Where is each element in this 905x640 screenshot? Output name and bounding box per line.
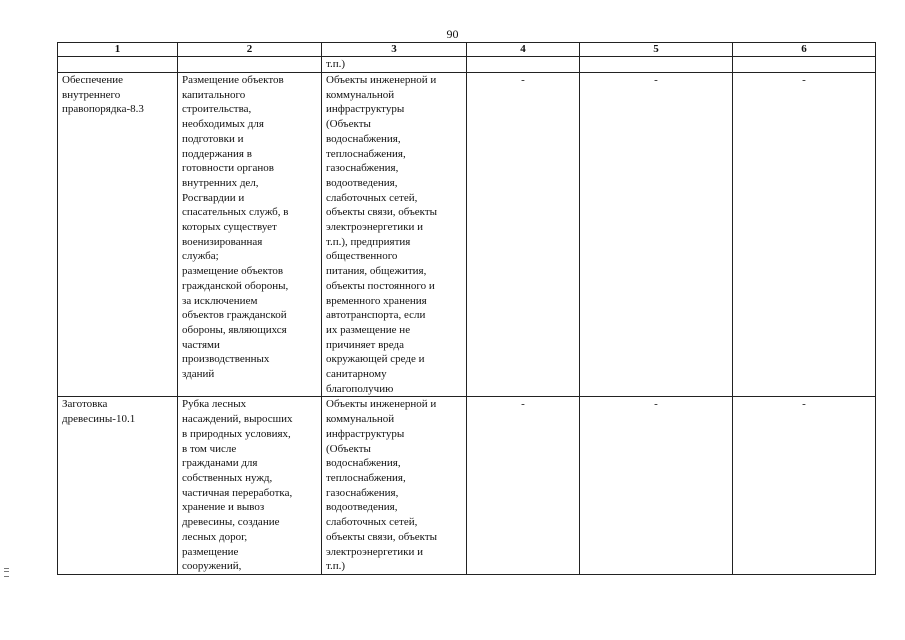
table-cell xyxy=(467,73,580,397)
continuation-row xyxy=(58,57,876,73)
table-cell xyxy=(322,57,467,73)
table-cell xyxy=(58,397,178,574)
table-cell xyxy=(467,57,580,73)
table-row xyxy=(58,397,876,574)
column-header-3: 3 xyxy=(322,43,467,57)
table-cell xyxy=(580,397,733,574)
table-cell xyxy=(733,73,876,397)
land-use-description: Размещение объектов капитального строительства, необходимых для подготовки и поддержания в готовности органов внутренних дел, Росгвардии и спасательных служб, в которых существует военизированная служба; размещение объектов гражданской обороны, за исключением объектов гражданской обороны, являющихся частями производственных зданий xyxy=(182,74,289,381)
dash-value: - xyxy=(521,398,525,411)
continuation-text: т.п.) xyxy=(326,58,346,70)
table-cell xyxy=(178,397,322,574)
permitted-objects: Объекты инженерной и коммунальной инфраструктуры (Объекты водоснабжения, теплоснабжения, газоснабжения, водоотведения, слаботочных сетей, объекты связи, объекты электроэнергетики и т.п.), предприятия общественного питания, общежития, объекты постоянного и временного хранения автотранспорта, если их размещение не причиняет вреда окружающей среде и санитарному благополучию xyxy=(326,74,438,395)
land-use-type: Заготовка древесины-10.1 xyxy=(62,398,136,426)
table-cell xyxy=(178,57,322,73)
column-header-4: 4 xyxy=(467,43,580,57)
table-cell xyxy=(580,57,733,73)
dash-value: - xyxy=(654,74,658,86)
column-header-6: 6 xyxy=(733,43,876,57)
dash-value: - xyxy=(654,398,658,411)
column-header-2: 2 xyxy=(178,43,322,57)
land-use-type: Обеспечение внутреннего правопорядка-8.3 xyxy=(62,74,144,116)
table-cell xyxy=(322,397,467,574)
table-cell xyxy=(580,73,733,397)
dash-value: - xyxy=(521,74,525,86)
permitted-objects: Объекты инженерной и коммунальной инфраструктуры (Объекты водоснабжения, теплоснабжения, газоснабжения, водоотведения, слаботочных сетей, объекты связи, объекты электроэнергетики и т.п.) xyxy=(326,398,438,573)
table-cell xyxy=(58,73,178,397)
table-row xyxy=(58,73,876,397)
land-use-table xyxy=(57,42,876,575)
dash-value: - xyxy=(802,74,806,86)
scan-margin-mark xyxy=(4,568,9,577)
table-cell xyxy=(58,57,178,73)
table-cell xyxy=(733,57,876,73)
column-header-1: 1 xyxy=(58,43,178,57)
table-cell xyxy=(178,73,322,397)
column-header-5: 5 xyxy=(580,43,733,57)
table-cell xyxy=(467,397,580,574)
land-use-description: Рубка лесных насаждений, выросших в природных условиях, в том числе гражданами для собственных нужд, частичная переработка, хранение и вывоз древесины, создание лесных дорог, размещение сооружений, xyxy=(182,398,293,573)
table-header-row xyxy=(58,43,876,57)
table-cell xyxy=(322,73,467,397)
dash-value: - xyxy=(802,398,806,411)
table-cell xyxy=(733,397,876,574)
page-number: 90 xyxy=(446,27,459,41)
